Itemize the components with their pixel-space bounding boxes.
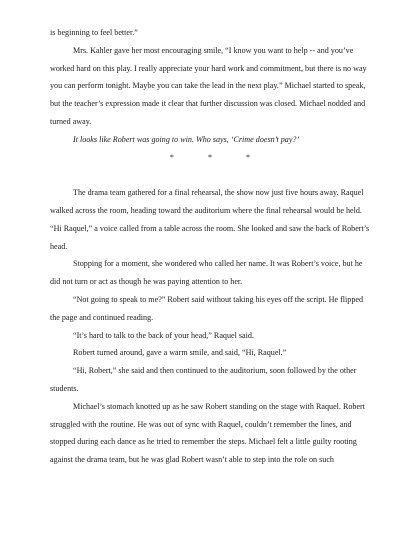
paragraph-back-of-head: “It’s hard to talk to the back of your head,” Raquel said. <box>73 330 254 340</box>
paragraph-continuation: is beginning to feel better.” <box>50 28 138 37</box>
blank-line <box>50 166 370 184</box>
paragraph-not-going-to-speak: “Not going to speak to me?” Robert said without taking his eyes off the script. He flipped the page and continued reading. <box>50 294 364 322</box>
paragraph-rehearsal: The drama team gathered for a final rehearsal, the show now just five hours away. Raquel walked across the room, heading toward the auditorium where the final rehearsal would be held. “Hi Raquel,” a voice called from a table across the room. She looked and saw the back of Robert’s head. <box>50 188 370 251</box>
scene-break-asterisk: * <box>169 152 174 162</box>
paragraph-robert-turned: Robert turned around, gave a warm smile, and said, “Hi, Raquel.” <box>73 348 287 358</box>
scene-break-asterisk: * <box>246 152 251 162</box>
paragraph-stopping: Stopping for a moment, she wondered who called her name. It was Robert’s voice, but he did not turn or act as though he was paying attention to her. <box>50 259 363 287</box>
paragraph-michael-stomach: Michael’s stomach knotted up as he saw Robert standing on the stage with Raquel. Robert struggled with the routine. He was out of sync with Raquel, couldn’t remember the lines, and stopped during each dance as he tried to remember the steps. Michael felt a little guilty rooting against the drama team, but he was glad Robert wasn’t able to step into the role on such <box>50 401 365 465</box>
paragraph-kahler: Mrs. Kahler gave her most encouraging smile, “I know you want to help -- and you’ve worked hard on this play. I really appreciate your hard work and commitment, but there is no way you can perform tonight. Maybe you can take the lead in the next play.” Michael started to speak, but the teacher’s expression made it clear that further discussion was closed. Michael nodded and turned away. <box>50 45 367 126</box>
paragraph-hi-robert: “Hi, Robert,” she said and then continued to the auditorium, soon followed by the other students. <box>50 366 357 393</box>
paragraph-italic-thought: It looks like Robert was going to win. Who says, ‘Crime doesn’t pay?’ <box>73 134 300 144</box>
scene-break <box>50 149 370 167</box>
scene-break-asterisk: * <box>207 152 213 162</box>
